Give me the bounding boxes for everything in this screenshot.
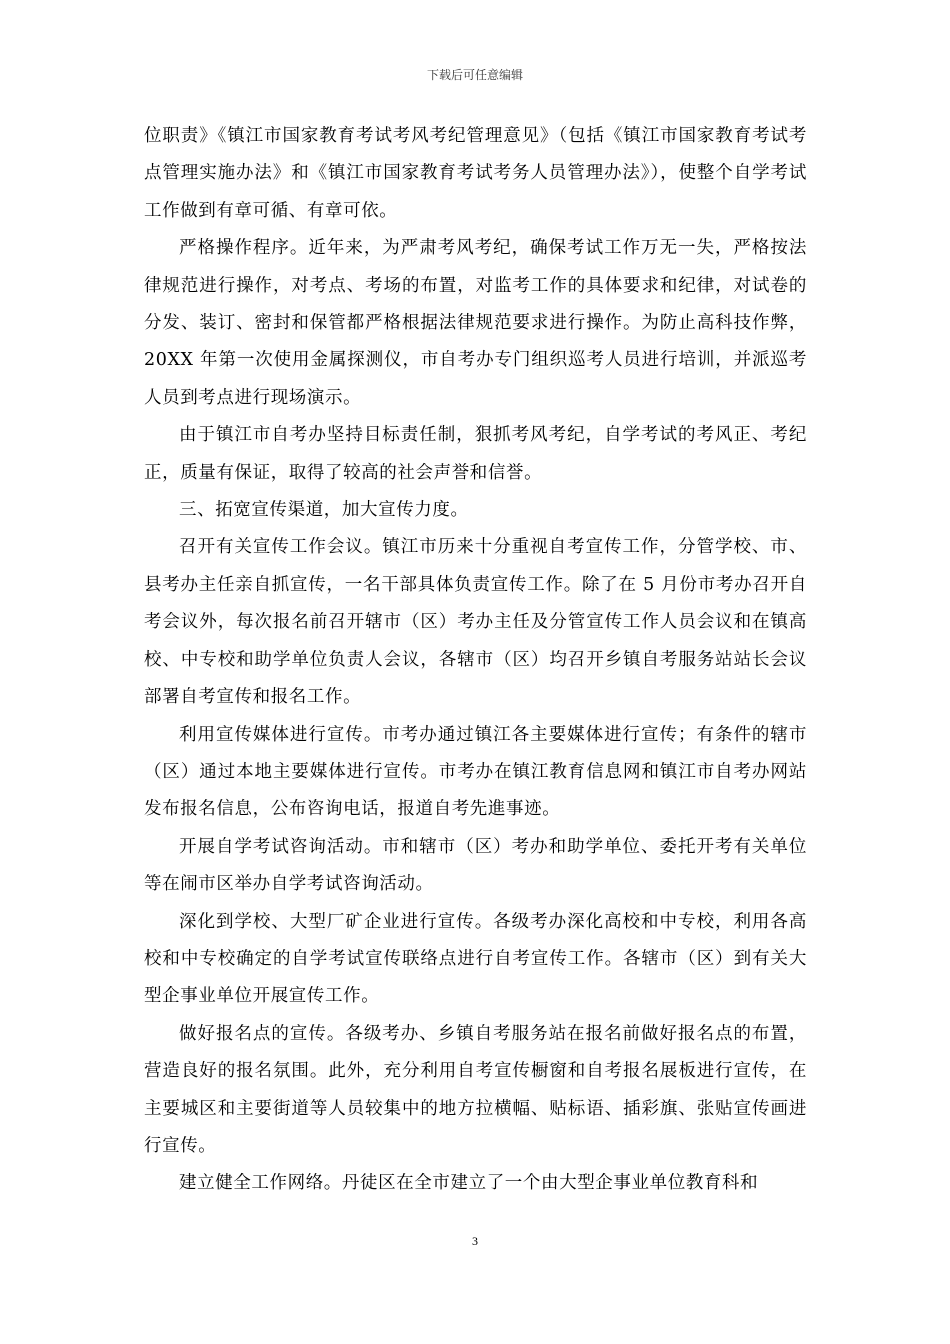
document-body <box>144 118 807 1203</box>
paragraph: 建立健全工作网络。丹徒区在全市建立了一个由大型企事业单位教育科和 <box>179 1173 759 1194</box>
paragraph: 由于镇江市自考办坚持目标责任制，狠抓考风考纪，自学考试的考风正、考纪正，质量有保证，取得了较高的社会声誉和信誉。 <box>144 425 807 483</box>
paragraph: 利用宣传媒体进行宣传。市考办通过镇江各主要媒体进行宣传；有条件的辖市（区）通过本地主要媒体进行宣传。市考办在镇江教育信息网和镇江市自考办网站发布报名信息，公布咨询电话，报道自考先進事迹。 <box>144 724 807 820</box>
paragraph: 位职责》《镇江市国家教育考试考风考纪管理意见》（包括《镇江市国家教育考试考点管理实施办法》和《镇江市国家教育考试考务人员管理办法》），使整个自学考试工作做到有章可循、有章可依。 <box>144 126 807 221</box>
paragraph: 严格操作程序。近年来，为严肃考风考纪，确保考试工作万无一失，严格按法律规范进行操作，对考点、考场的布置，对监考工作的具体要求和纪律，对试卷的分发、装订、密封和保管都严格根据法律规范要求进行操作。为防止高科技作弊，20XX 年第一次使用金属探测仪，市自考办专门组织巡考人员进行培训，并派巡考人员到考点进行现场演示。 <box>144 238 807 408</box>
paragraph: 做好报名点的宣传。各级考办、乡镇自考服务站在报名前做好报名点的布置，营造良好的报名氛围。此外，充分利用自考宣传橱窗和自考报名展板进行宣传，在主要城区和主要街道等人员较集中的地方拉横幅、贴标语、插彩旗、张贴宣传画进行宣传。 <box>144 1023 807 1156</box>
section-heading: 三、拓宽宣传渠道，加大宣传力度。 <box>179 500 469 521</box>
paragraph: 深化到学校、大型厂矿企业进行宣传。各级考办深化高校和中专校，利用各高校和中专校确定的自学考试宣传联络点进行自考宣传工作。各辖市（区）到有关大型企事业单位开展宣传工作。 <box>144 911 807 1007</box>
page-header: 下载后可任意编辑 <box>426 68 523 82</box>
paragraph: 召开有关宣传工作会议。镇江市历来十分重视自考宣传工作，分管学校、市、县考办主任亲自抓宣传，一名干部具体负责宣传工作。除了在 5 月份市考办召开自考会议外，每次报名前召开辖市（区）考办主任及分管宣传工作人员会议和在镇高校、中专校和助学单位负责人会议，各辖市（区）均召开乡镇自考服务站站长会议部署自考宣传和报名工作。 <box>144 537 807 708</box>
paragraph: 开展自学考试咨询活动。市和辖市（区）考办和助学单位、委托开考有关单位等在闹市区举办自学考试咨询活动。 <box>144 836 807 895</box>
page-number: 3 <box>472 1234 478 1248</box>
